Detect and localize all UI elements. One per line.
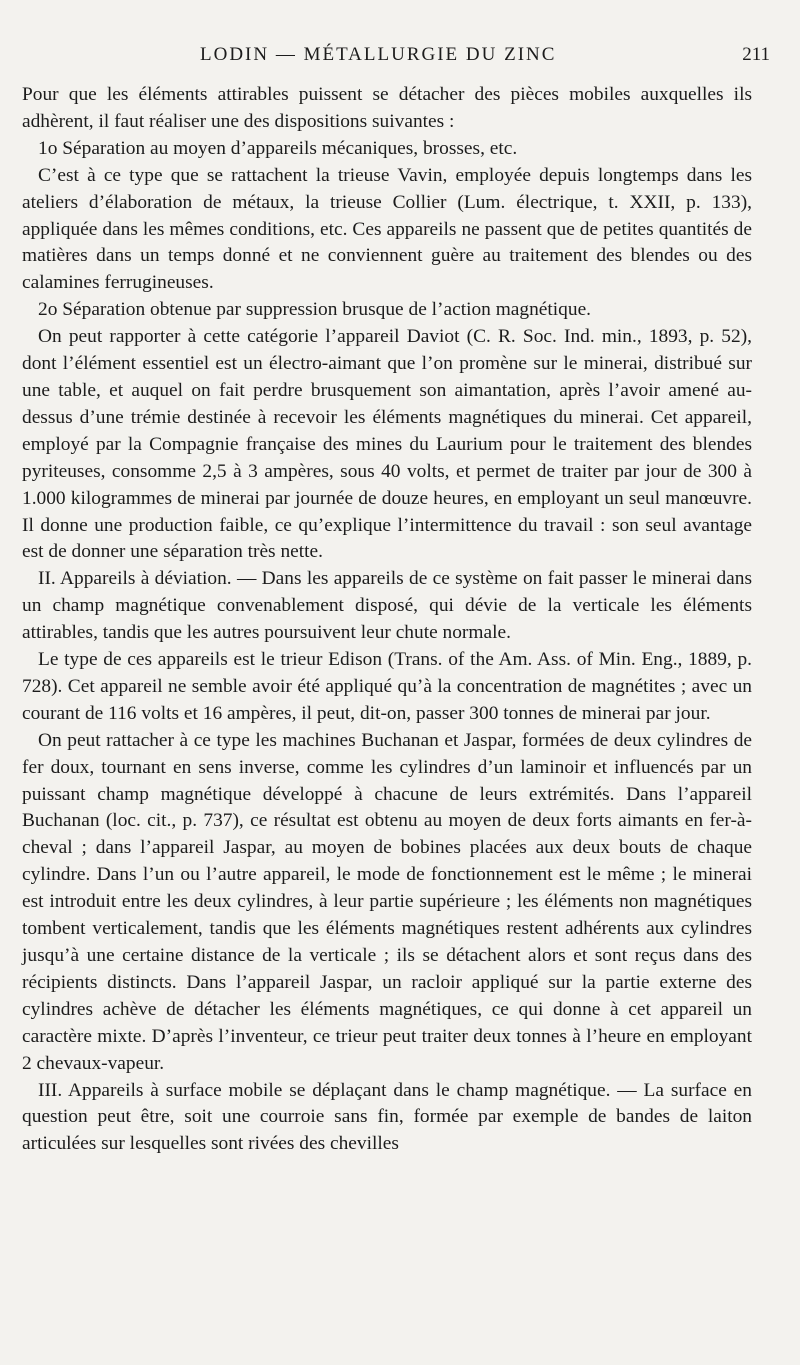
paragraph: On peut rapporter à cette catégorie l’appareil Daviot (C. R. Soc. Ind. min., 1893, p. 52), dont l’élément essentiel est un électro-aimant que l’on promène sur le minerai, distribué sur une table, et auquel on fait perdre brusquement son aimantation, après l’avoir amené au-dessus d’une trémie destinée à recevoir les éléments magnétiques du minerai. Cet appareil, employé par la Compagnie française des mines du Laurium pour le traitement des blendes pyriteuses, consomme 2,5 à 3 ampères, sous 40 volts, et permet de traiter par jour de 300 à 1.000 kilogrammes de minerai par journée de douze heures, en employant un seul manœuvre. Il donne une production faible, ce qu’explique l’intermittence du travail : son seul avantage est de donner une séparation très nette. bbox=[22, 326, 752, 563]
paragraph: Pour que les éléments attirables puissent se détacher des pièces mobiles auxquelles ils adhèrent, il faut réaliser une des dispositions suivantes : bbox=[22, 84, 752, 132]
paragraph: 2o Séparation obtenue par suppression brusque de l’action magnétique. bbox=[38, 299, 592, 321]
running-title: LODIN — MÉTALLURGIE DU ZINC bbox=[200, 44, 557, 65]
paragraph: 1o Séparation au moyen d’appareils mécaniques, brosses, etc. bbox=[38, 137, 518, 159]
page-header bbox=[200, 44, 770, 72]
paragraph: III. Appareils à surface mobile se déplaçant dans le champ magnétique. — La surface en question peut être, soit une courroie sans fin, formée par exemple de bandes de laiton articulées sur lesquelles sont rivées des chevilles bbox=[22, 1079, 752, 1155]
paragraph: On peut rattacher à ce type les machines Buchanan et Jaspar, formées de deux cylindres de fer doux, tournant en sens inverse, comme les cylindres d’un laminoir et influencés par un puissant champ magnétique développé à chacune de leurs extrémités. Dans l’appareil Buchanan (loc. cit., p. 737), ce résultat est obtenu au moyen de deux forts aimants en fer-à-cheval ; dans l’appareil Jaspar, au moyen de bobines placées aux deux bouts de chaque cylindre. Dans l’un ou l’autre appareil, le mode de fonctionnement est le même ; le minerai est introduit entre les deux cylindres, à leur partie supérieure ; les éléments non magnétiques tombent verticalement, tandis que les éléments magnétiques restent adhérents aux cylindres jusqu’à une certaine distance de la verticale ; ils se détachent alors et sont reçus dans des récipients distincts. Dans l’appareil Jaspar, un racloir appliqué sur la partie externe des cylindres achève de détacher les éléments magnétiques, ce qui donne à cet appareil un caractère mixte. D’après l’inventeur, ce trieur peut traiter deux tonnes à l’heure en employant 2 chevaux-vapeur. bbox=[22, 729, 752, 1074]
paragraph: Le type de ces appareils est le trieur Edison (Trans. of the Am. Ass. of Min. Eng., 1889, p. 728). Cet appareil ne semble avoir été appliqué qu’à la concentration de magnétites ; avec un courant de 116 volts et 16 ampères, il peut, dit-on, passer 300 tonnes de minerai par jour. bbox=[22, 649, 752, 724]
body-text bbox=[22, 82, 752, 1158]
page-number: 211 bbox=[742, 44, 770, 65]
paragraph: II. Appareils à déviation. — Dans les appareils de ce système on fait passer le minerai dans un champ magnétique convenablement disposé, qui dévie de la verticale les éléments attirables, tandis que les autres poursuivent leur chute normale. bbox=[22, 568, 752, 644]
paragraph: C’est à ce type que se rattachent la trieuse Vavin, employée depuis longtemps dans les ateliers d’élaboration de métaux, la trieuse Collier (Lum. électrique, t. XXII, p. 133), appliquée dans les mêmes conditions, etc. Ces appareils ne passent que de petites quantités de matières dans un temps donné et ne conviennent guère au traitement des blendes ou des calamines ferrugineuses. bbox=[22, 164, 752, 294]
